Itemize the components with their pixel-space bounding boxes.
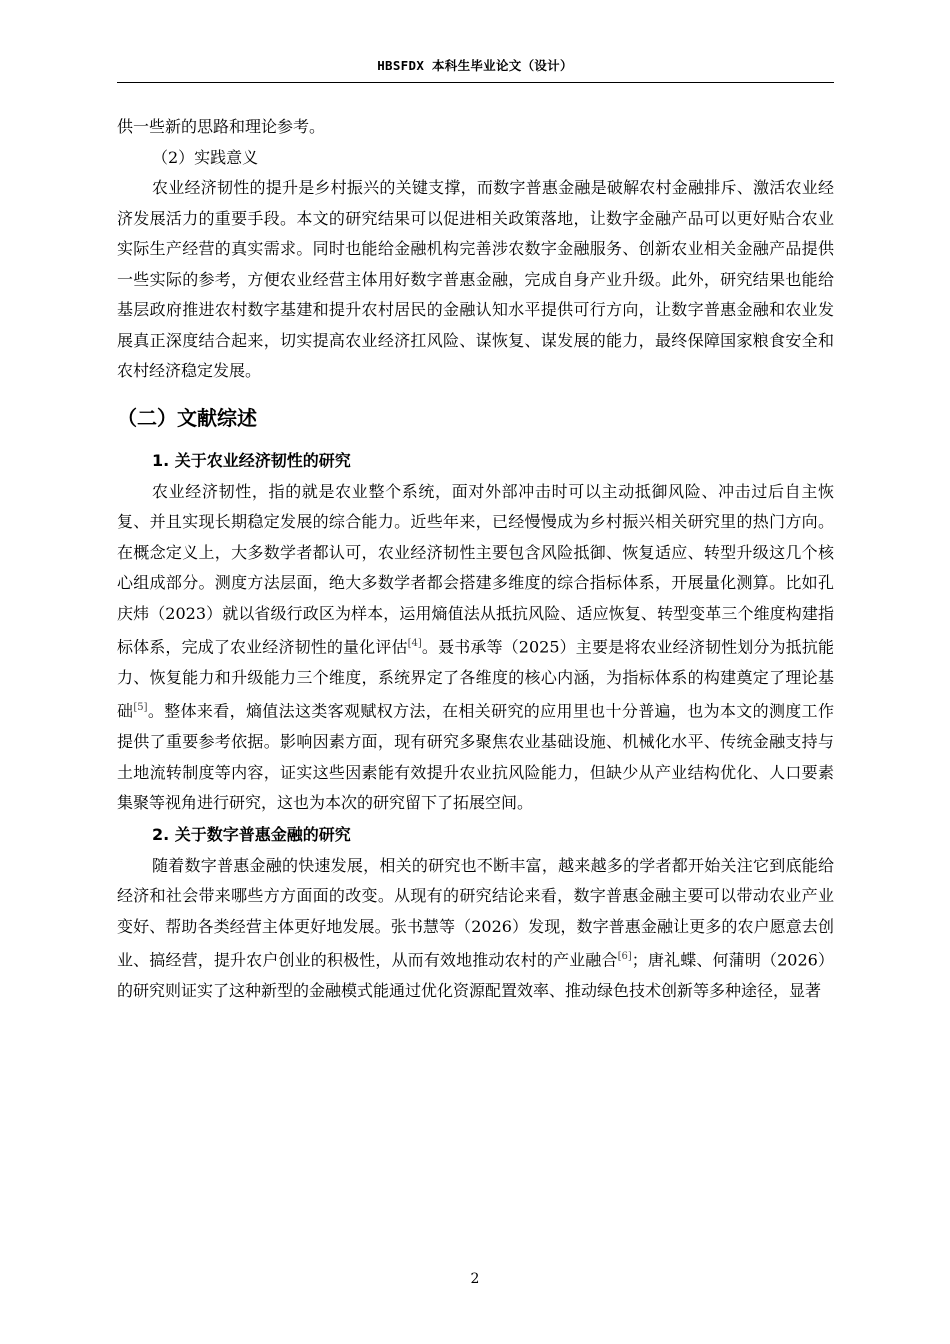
paragraph-digital-finance (117, 851, 834, 1007)
header-rule (117, 82, 834, 83)
text-run: 农业经济韧性，指的就是农业整个系统，面对外部冲击时可以主动抵御风险、冲击过后自主恢复、并且实现长期稳定发展的综合能力。近些年来，已经慢慢成为乡村振兴相关研究里的热门方向。在概念定义上，大多数学者都认可，农业经济韧性主要包含风险抵御、恢复适应、转型升级这几个核心组成部分。测度方法层面，绝大多数学者都会搭建多维度的综合指标体系，开展量化测算。比如孔庆炜（2023）就以省级行政区为样本，运用熵值法从抵抗风险、适应恢复、转型变革三个维度构建指标体系，完成了农业经济韧性的量化评估 (117, 481, 834, 657)
subsection-heading-agricultural-resilience: 1. 关于农业经济韧性的研究 (152, 450, 351, 470)
subsection-heading-digital-finance: 2. 关于数字普惠金融的研究 (152, 824, 351, 844)
paragraph-practical-significance: 农业经济韧性的提升是乡村振兴的关键支撑，而数字普惠金融是破解农村金融排斥、激活农业经济发展活力的重要手段。本文的研究结果可以促进相关政策落地，让数字金融产品可以更好贴合农业实际生产经营的真实需求。同时也能给金融机构完善涉农数字金融服务、创新农业相关金融产品提供一些实际的参考，方便农业经营主体用好数字普惠金融，完成自身产业升级。此外，研究结果也能给基层政府推进农村数字基建和提升农村居民的金融认知水平提供可行方向，让数字普惠金融和农业发展真正深度结合起来，切实提高农业经济扛风险、谋恢复、谋发展的能力，最终保障国家粮食安全和农村经济稳定发展。 (117, 178, 834, 380)
paragraph-continuation: 供一些新的思路和理论参考。 (117, 117, 326, 136)
section-heading-literature-review: （二）文献综述 (117, 405, 257, 430)
page-body (117, 112, 834, 1006)
paragraph-agricultural-resilience (117, 477, 834, 819)
text-run: 。整体来看，熵值法这类客观赋权方法，在相关研究的应用里也十分普遍，也为本文的测度工作提供了重要参考依据。影响因素方面，现有研究多聚焦农业基础设施、机械化水平、传统金融支持与土地流转制度等内容，证实这些因素能有效提升农业抗风险能力，但缺少从产业结构优化、人口要素集聚等视角进行研究，这也为本次的研究留下了拓展空间。 (117, 701, 834, 813)
text-run: 。聂书承等（2025）主要是将农业经济韧性划分为抵抗能力、恢复能力和升级能力三个维度，系统界定了各维度的核心内涵，为指标体系的构建奠定了理论基础 (117, 637, 834, 721)
citation-5: [5] (133, 702, 148, 714)
citation-4: [4] (407, 638, 422, 649)
citation-6: [6] (617, 951, 632, 963)
subsection-label-practical-significance: （2）实践意义 (152, 147, 259, 167)
text-run: 随着数字普惠金融的快速发展，相关的研究也不断丰富，越来越多的学者都开始关注它到底能给经济和社会带来哪些方方面面的改变。从现有的研究结论来看，数字普惠金融主要可以带动农业产业变好、帮助各类经营主体更好地发展。张书慧等（2026）发现，数字普惠金融让更多的农户愿意去创业、搞经营，提升农户创业的积极性，从而有效地推动农村的产业融合 (117, 855, 834, 970)
running-header: HBSFDX 本科生毕业论文（设计） (377, 58, 573, 73)
page-number: 2 (470, 1271, 480, 1287)
text-run: ；唐礼蝶、何蒲明（2026）的研究则证实了这种新型的金融模式能通过优化资源配置效率、推动绿色技术创新等多种途径，显著 (117, 950, 834, 1000)
